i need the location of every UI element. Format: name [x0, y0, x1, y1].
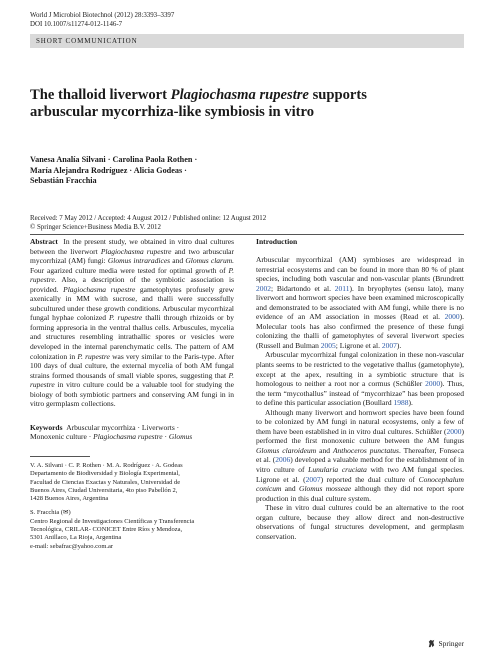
springer-horse-icon — [427, 639, 436, 648]
intro-paragraph — [256, 255, 464, 350]
keyword-species: Plagiochasma rupestre — [93, 432, 163, 442]
affiliation-block — [30, 509, 234, 550]
section-label: SHORT COMMUNICATION — [30, 34, 464, 48]
para-text: Arbuscular mycorrhizal (AM) symbioses are widespread in terrestrial ecosystems and can be found in more than 80 % of plant species, including both vascular and non-vascular plants (Brundrett — [256, 255, 464, 284]
para-text: ; Ligrone et al. — [335, 340, 382, 350]
citation-link[interactable]: 2006 — [275, 455, 291, 465]
species-name: Glomus intraradices — [107, 256, 171, 266]
affiliation-line: Facultad de Ciencias Exactas y Naturales, Universidad de — [30, 478, 181, 486]
para-text: ). — [408, 398, 413, 408]
para-text: ) developed a valuable method for the establishment of in vitro culture of — [256, 455, 464, 475]
abstract-text: gametophytes profusely grew axenically in MM with sucrose, and thalli were successfully subcultured under these growth conditions. Arbuscular mycorrhizal fungal hyphae colonized — [30, 284, 234, 323]
affiliation-block — [30, 462, 234, 503]
citation-link[interactable]: 2000 — [444, 312, 460, 322]
para-text: Although many liverwort and hornwort species have been found to be colonized by AM fungi in natural ecosystems, only a few of them have been established in in vitro dual cultures. Schüßler ( — [256, 407, 464, 436]
affiliation-line: Tecnológica, CRILAR- CONICET Entre Ríos y Mendoza, — [30, 526, 183, 534]
left-column — [30, 237, 234, 557]
keyword-text: Monoxenic culture · — [30, 432, 94, 442]
intro-paragraph — [256, 408, 464, 503]
citation-link[interactable]: 2005 — [320, 340, 336, 350]
article-title — [30, 87, 410, 121]
publisher-name: Springer — [438, 639, 464, 648]
title-text: The thalloid liverwort — [30, 87, 171, 103]
species-name: Lunularia cruciata — [308, 465, 367, 475]
species-name: Conocephalum conicum — [256, 474, 464, 494]
citation-link[interactable]: 2007 — [381, 340, 397, 350]
para-text: ) performed the first monoxenic culture between the AM fungus — [256, 426, 464, 446]
affiliation-line: Centro Regional de Investigaciones Científicas y Transferencia — [30, 517, 195, 525]
author-line: Sebastián Fracchia — [30, 176, 97, 186]
copyright-line: © Springer Science+Business Media B.V. 2012 — [30, 223, 161, 231]
divider — [30, 234, 464, 235]
citation-link[interactable]: 2000 — [446, 426, 462, 436]
abstract-text: In the present study, we obtained in vitro dual cultures between the liverwort — [30, 237, 234, 256]
keyword-species: Glomus — [168, 432, 193, 442]
species-name: P. rupestre — [77, 351, 110, 361]
para-text: ). Molecular tools has also confirmed the presence of these fungi colonizing the thalli of gametophytes of several liverwort species (Russell and Bulman — [256, 312, 464, 350]
para-text: ). — [396, 340, 402, 350]
abstract-label: Abstract — [30, 237, 58, 246]
para-text: ). In bryophytes (sensu lato), many liverwort and hornwort species have been examined microscopically and demonstrated to be associated with AM fungi, while there is no evidence of an AM association in mosses (Read et al. — [256, 283, 464, 322]
affiliation-line: S. Fracchia (✉) — [30, 509, 71, 517]
abstract-text: Four agarized culture media were tested for optimal growth of — [30, 265, 229, 275]
species-name: Glomus mosseae — [299, 484, 352, 494]
species-name: P. rupestre — [30, 265, 234, 285]
email-link[interactable]: e-mail: sebafrac@yahoo.com.ar — [30, 542, 114, 550]
para-text: ). Thus, the term “mycothallus” instead of “mycorrhizae” has been proposed to define this particular association (Boullard — [256, 379, 464, 408]
keyword-text: · — [162, 432, 169, 442]
para-text: ) reported the dual culture of — [320, 474, 419, 484]
affiliation-divider — [30, 456, 90, 457]
para-text: These in vitro dual cultures could be an alternative to the root organ culture, because they allow direct and non-destructive observations of fungal structures development, and germplasm conservation. — [256, 503, 464, 541]
species-name: Anthoceros punctatus — [332, 445, 399, 455]
species-name: P. rupestre — [109, 313, 143, 323]
species-name: Glomus clarum. — [185, 256, 234, 266]
abstract-text: thalli through rhizoids or by forming appresoria in the ventral thallus cells. Arbuscules, mycelia and structures resembling intrathallic spores or vesicles were developed in the internal parenchymatic cells. The pattern of AM colonization in — [30, 313, 234, 361]
para-text: and — [316, 445, 333, 455]
affiliation-line: Departamento de Biodiversidad y Biología Experimental, — [30, 470, 180, 478]
abstract-text: in vitro culture could be a valuable tool for studying the biology of both symbiotic partners and conserving AM fungi in in vitro germplasm collections. — [30, 380, 234, 409]
abstract-text: . Also, a description of the symbiotic association is provided. — [30, 275, 234, 294]
journal-line: World J Microbiol Biotechnol (2012) 28:3393–3397 — [30, 12, 175, 19]
doi-line: DOI 10.1007/s11274-012-1146-7 — [30, 21, 123, 28]
date-line: Received: 7 May 2012 / Accepted: 4 August 2012 / Published online: 12 August 2012 — [30, 215, 267, 222]
intro-paragraph — [256, 503, 464, 541]
keywords — [30, 423, 234, 442]
affiliation-line: V. A. Silvani · C. P. Rothen · M. A. Rodríguez · A. Godeas — [30, 461, 183, 469]
abstract-text: and — [170, 256, 186, 266]
citation-link[interactable]: 1988 — [393, 398, 409, 408]
species-name: Glomus claroideum — [256, 445, 317, 455]
author-line: Vanesa Analía Silvani · Carolina Paola Rothen · — [30, 155, 198, 164]
species-name: Plagiochasma rupestre — [63, 284, 136, 294]
para-text: Arbuscular mycorrhizal fungal colonization in these non-vascular plants seems to be restricted to the vegetative thallus (gametophyte), except at the apex, resulting in a symbiotic structure that is homologous to neither a root nor a cormus (Schüßler — [256, 350, 464, 389]
keywords-label: Keywords — [30, 422, 63, 432]
title-text: supports arbuscular mycorrhiza-like symbiosis in vitro — [30, 87, 367, 120]
affiliation-line: Buenos Aires, Ciudad Universitaria, 4to piso Pabellón 2, — [30, 486, 178, 494]
keyword-text: Arbuscular mycorrhiza · Liverworts · — [66, 422, 180, 432]
abstract-text: and two arbuscular mycorrhizal (AM) fungi: — [30, 246, 234, 266]
para-text: although they did not report spore production in this dual culture system. — [256, 484, 464, 503]
section-heading: Introduction — [256, 237, 298, 246]
author-line: María Alejandra Rodríguez · Alicia Godeas · — [30, 165, 187, 175]
para-text: ; Bidartondo et al. — [271, 283, 335, 293]
intro-paragraph — [256, 350, 464, 407]
author-list — [30, 155, 350, 187]
species-name: Plagiochasma rupestre — [100, 246, 172, 256]
citation-link[interactable]: 2007 — [305, 474, 321, 484]
publication-dates — [30, 215, 450, 233]
species-name: P. rupestre — [30, 370, 234, 390]
abstract-text: was very similar to the Paris-type. After 100 days of dual culture, the external mycelia of both AM fungal strains formed thousands of small viable spores, suggesting that — [30, 351, 235, 380]
citation-link[interactable]: 2011 — [334, 283, 350, 293]
para-text: . Thereafter, Fonseca et al. ( — [256, 445, 465, 465]
citation-link[interactable]: 2002 — [256, 283, 271, 293]
right-column — [256, 237, 464, 541]
affiliation-line: 5301 Anillaco, La Rioja, Argentina — [30, 534, 122, 542]
abstract — [30, 237, 234, 409]
affiliation-line: 1428 Buenos Aires, Argentina — [30, 495, 109, 503]
para-text: and — [281, 484, 300, 494]
title-species: Plagiochasma rupestre — [170, 87, 309, 103]
para-text: with two AM fungal species. Ligrone et al. ( — [256, 465, 464, 484]
publisher-logo — [427, 639, 464, 648]
citation-link[interactable]: 2000 — [425, 379, 441, 389]
journal-citation — [30, 11, 174, 29]
